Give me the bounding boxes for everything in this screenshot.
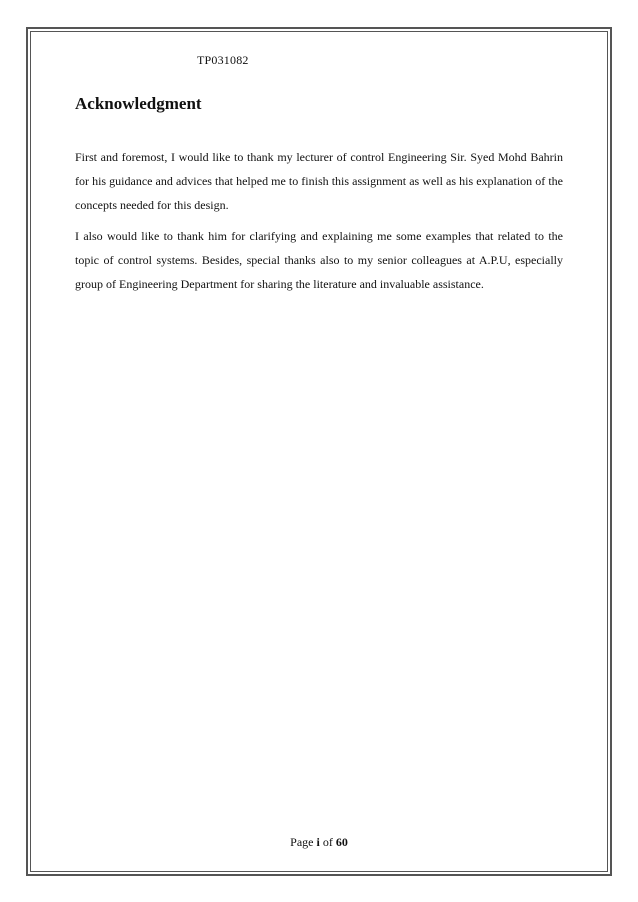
document-id: TP031082 xyxy=(197,53,249,67)
current-page-number: i xyxy=(316,835,320,849)
acknowledgment-body xyxy=(75,145,563,303)
paragraph-1: First and foremost, I would like to thank my lecturer of control Engineering Sir. Syed Mohd Bahrin for his guidance and advices that helped me to finish this assignment as well as his explanation of the concepts needed for this design. xyxy=(75,150,563,212)
page-label: Page xyxy=(290,835,314,849)
paragraph-2: I also would like to thank him for clarifying and explaining me some examples that related to the topic of control systems. Besides, special thanks also to my senior colleagues at A.P.U, especially group of Engineering Department for sharing the literature and invaluable assistance. xyxy=(75,229,563,291)
page-footer xyxy=(0,835,638,850)
page-title: Acknowledgment xyxy=(75,94,202,113)
total-page-count: 60 xyxy=(335,835,348,849)
of-label: of xyxy=(322,835,333,849)
